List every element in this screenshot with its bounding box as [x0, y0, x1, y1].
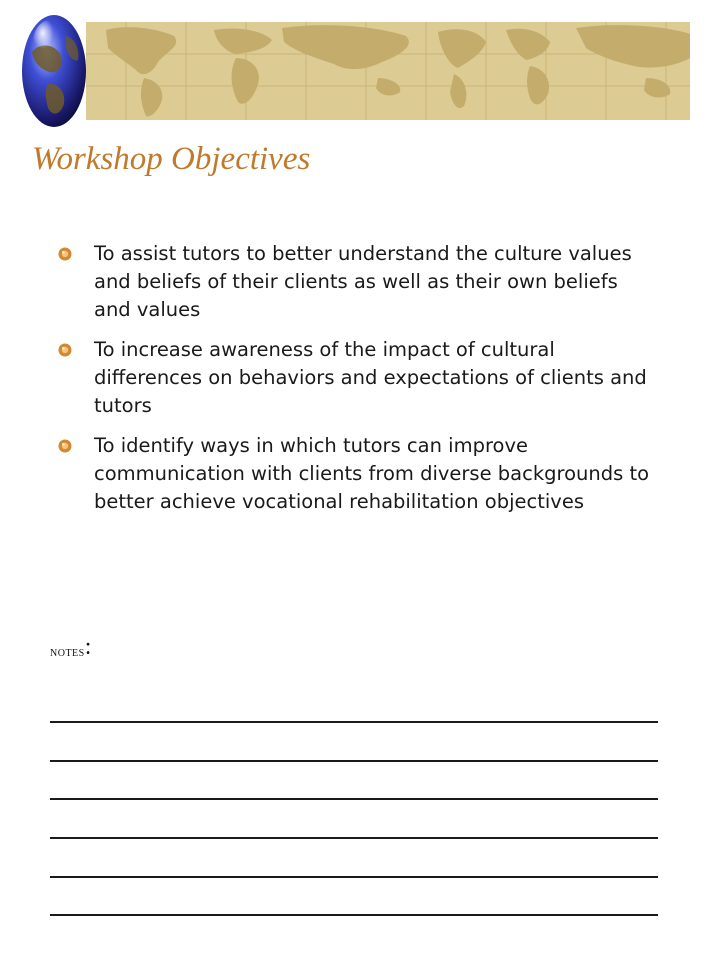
objectives-list	[56, 240, 656, 528]
notes-colon: :	[84, 634, 92, 660]
orange-disc-bullet-icon	[58, 343, 72, 357]
note-writing-line[interactable]	[50, 798, 658, 800]
objective-text: To identify ways in which tutors can improve communication with clients from diverse backgrounds to better achieve vocational rehabilitation objectives	[94, 434, 650, 513]
world-map-graphic	[86, 22, 690, 120]
note-writing-line[interactable]	[50, 837, 658, 839]
note-writing-line[interactable]	[50, 760, 658, 762]
orange-disc-bullet-icon	[58, 247, 72, 261]
notes-label-text: notes	[50, 645, 85, 660]
slide-title: Workshop Objectives	[32, 141, 311, 177]
objective-item	[56, 336, 656, 420]
objective-item	[56, 432, 656, 516]
note-writing-line[interactable]	[50, 876, 658, 878]
orange-disc-bullet-icon	[58, 439, 72, 453]
objective-text: To increase awareness of the impact of cultural differences on behaviors and expectations of clients and tutors	[94, 338, 647, 417]
globe-icon	[20, 12, 88, 130]
note-writing-line[interactable]	[50, 914, 658, 916]
note-writing-line[interactable]	[50, 721, 658, 723]
header-world-map-banner	[86, 22, 690, 120]
objective-item	[56, 240, 656, 324]
objective-text: To assist tutors to better understand the culture values and beliefs of their clients as well as their own beliefs and values	[94, 242, 632, 321]
notes-label	[50, 634, 91, 661]
